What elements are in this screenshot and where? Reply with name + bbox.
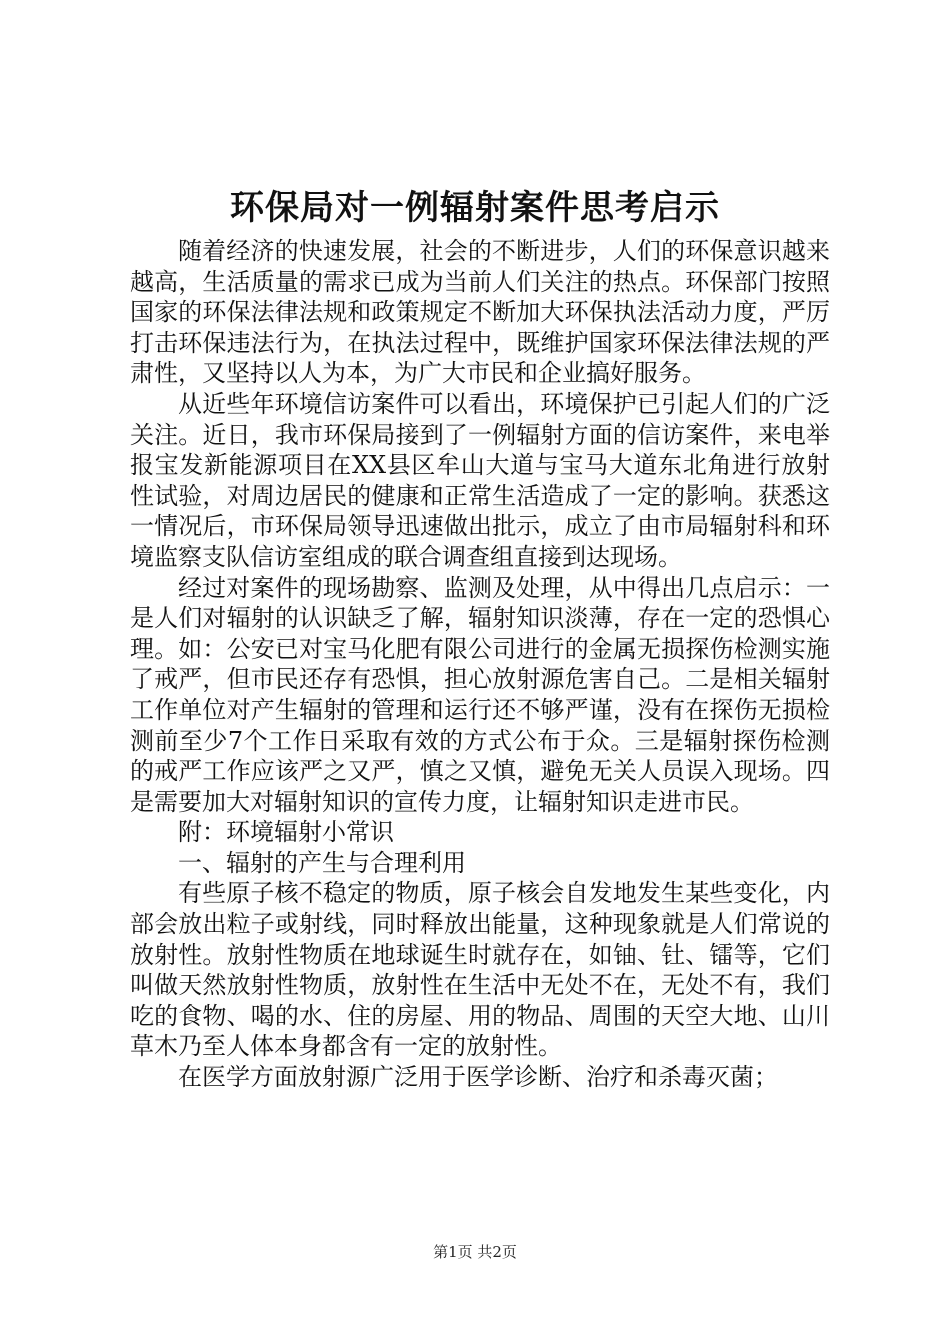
paragraph-radiation: 有些原子核不稳定的物质，原子核会自发地发生某些变化，内部会放出粒子或射线，同时释放出能量，这种现象就是人们常说的放射性。放射性物质在地球诞生时就存在，如铀、钍、镭等，它们叫做天然放射性物质，放射性在生活中无处不在，无处不有，我们吃的食物、喝的水、住的房屋、用的物品、周围的天空大地、山川草木乃至人体本身都含有一定的放射性。 — [130, 879, 830, 1061]
document-title: 环保局对一例辐射案件思考启示 — [230, 188, 720, 228]
appendix-heading: 附：环境辐射小常识 — [178, 818, 394, 847]
paragraph-lessons: 经过对案件的现场勘察、监测及处理，从中得出几点启示：一是人们对辐射的认识缺乏了解，辐射知识淡薄，存在一定的恐惧心理。如：公安已对宝马化肥有限公司进行的金属无损探伤检测实施了戒严，但市民还存有恐惧，担心放射源危害自己。二是相关辐射工作单位对产生辐射的管理和运行还不够严谨，没有在探伤无损检测前至少7个工作日采取有效的方式公布于众。三是辐射探伤检测的戒严工作应该严之又严，慎之又慎，避免无关人员误入现场。四是需要加大对辐射知识的宣传力度，让辐射知识走进市民。 — [130, 573, 830, 816]
paragraph-intro: 随着经济的快速发展，社会的不断进步，人们的环保意识越来越高，生活质量的需求已成为当前人们关注的热点。环保部门按照国家的环保法律法规和政策规定不断加大环保执法活动力度，严厉打击环保违法行为，在执法过程中，既维护国家环保法律法规的严肃性，又坚持以人为本，为广大市民和企业搞好服务。 — [130, 237, 830, 388]
page-footer — [0, 1242, 950, 1262]
section-heading: 一、辐射的产生与合理利用 — [178, 848, 466, 877]
document-body — [130, 236, 830, 1093]
page-number: 第1页 共2页 — [433, 1243, 517, 1261]
paragraph-case: 从近些年环境信访案件可以看出，环境保护已引起人们的广泛关注。近日，我市环保局接到了一例辐射方面的信访案件，来电举报宝发新能源项目在XX县区牟山大道与宝马大道东北角进行放射性试验，对周边居民的健康和正常生活造成了一定的影响。获悉这一情况后，市环保局领导迅速做出批示，成立了由市局辐射科和环境监察支队信访室组成的联合调查组直接到达现场。 — [130, 389, 830, 571]
paragraph-medical: 在医学方面放射源广泛用于医学诊断、治疗和杀毒灭菌； — [178, 1063, 778, 1092]
